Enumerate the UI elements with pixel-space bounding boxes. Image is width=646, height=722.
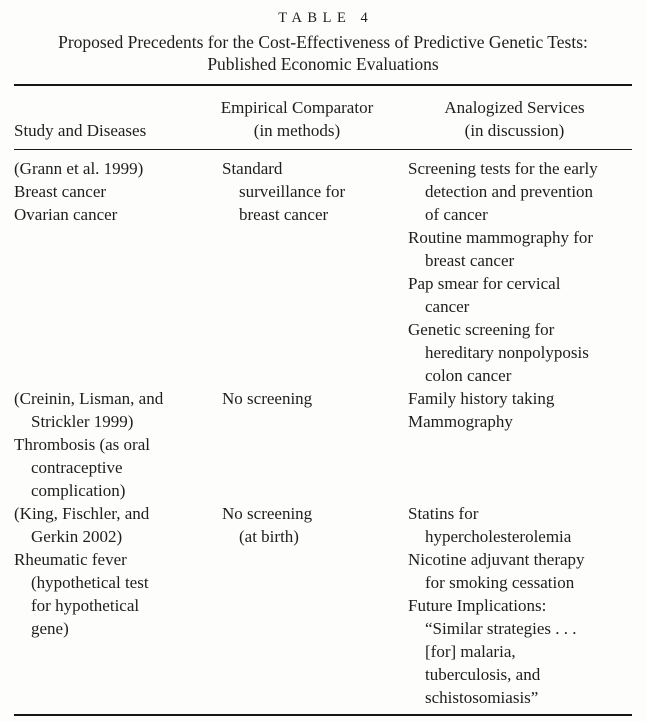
column-header-label: Analogized Services [444,98,585,117]
table-cell-line: for hypothetical [31,596,140,615]
table-cell-line: No screening [222,504,313,523]
table-cell-line: of cancer [425,205,488,224]
table-cell-line: (at birth) [239,527,299,546]
table-cell-line: Rheumatic fever [14,550,127,569]
table-cell-line: (Grann et al. 1999) [14,159,144,178]
column-header-label: Study and Diseases [14,121,147,140]
cell-study-and-diseases [14,387,197,502]
table-cell-line: detection and prevention [425,182,594,201]
table-cell-line: hereditary nonpolyposis [425,343,589,362]
table-cell-line: Mammography [408,412,513,431]
table-cell-line: gene) [31,619,69,638]
table-row [14,502,632,709]
table-cell-line: colon cancer [425,366,512,385]
table-title-line1: Proposed Precedents for the Cost-Effectiveness of Predictive Genetic Tests: [58,32,588,52]
column-header-empirical-comparator [197,96,397,142]
table-cell-line: Screening tests for the early [408,159,598,178]
table-cell-line: for smoking cessation [425,573,575,592]
table-cell-line: Pap smear for cervical [408,274,561,293]
table-cell-line: schistosomiasis” [425,688,539,707]
table-row [14,157,632,387]
table-header-row [14,86,632,150]
table-caption [14,9,632,75]
table-cell-line: Ovarian cancer [14,205,118,224]
table-cell-line: surveillance for [239,182,346,201]
table-cell-line: Genetic screening for [408,320,555,339]
cell-empirical-comparator [197,502,397,709]
table-cell-line: contraceptive [31,458,123,477]
table-cell-line: breast cancer [425,251,515,270]
cell-study-and-diseases [14,502,197,709]
table-cell-line: “Similar strategies . . . [425,619,577,638]
table-cell-line: Gerkin 2002) [31,527,123,546]
table-cell-line: breast cancer [239,205,329,224]
cell-empirical-comparator [197,157,397,387]
table-cell-line: (Creinin, Lisman, and [14,389,164,408]
table-cell-line: Strickler 1999) [31,412,134,431]
table-cell-line: tuberculosis, and [425,665,541,684]
cell-analogized-services [397,157,632,387]
table-cell-line: hypercholesterolemia [425,527,572,546]
table-cell-line: Routine mammography for [408,228,594,247]
table-cell-line: [for] malaria, [425,642,516,661]
table-cell-line: (hypothetical test [31,573,149,592]
table-body [14,150,632,714]
cell-empirical-comparator [197,387,397,502]
table-number: TABLE 4 [278,10,374,26]
table-cell-line: (King, Fischler, and [14,504,150,523]
column-header-study-and-diseases [14,119,197,142]
table-title-line2: Published Economic Evaluations [207,53,439,74]
table-cell-line: No screening [222,389,313,408]
table-cell-line: Statins for [408,504,479,523]
table-cell-line: Family history taking [408,389,555,408]
column-header-sublabel: (in discussion) [464,121,565,140]
table-cell-line: Future Implications: [408,596,547,615]
table-cell-line: Breast cancer [14,182,107,201]
table-cell-line: Standard [222,159,283,178]
cell-analogized-services [397,387,632,502]
column-header-label: Empirical Comparator [220,98,374,117]
table-cell-line: cancer [425,297,470,316]
cell-study-and-diseases [14,157,197,387]
cell-analogized-services [397,502,632,709]
table-row [14,387,632,502]
precedents-table [14,84,632,716]
table-cell-line: Nicotine adjuvant therapy [408,550,585,569]
column-header-sublabel: (in methods) [253,121,341,140]
table-cell-line: Thrombosis (as oral [14,435,150,454]
column-header-analogized-services [397,96,632,142]
table-cell-line: complication) [31,481,126,500]
